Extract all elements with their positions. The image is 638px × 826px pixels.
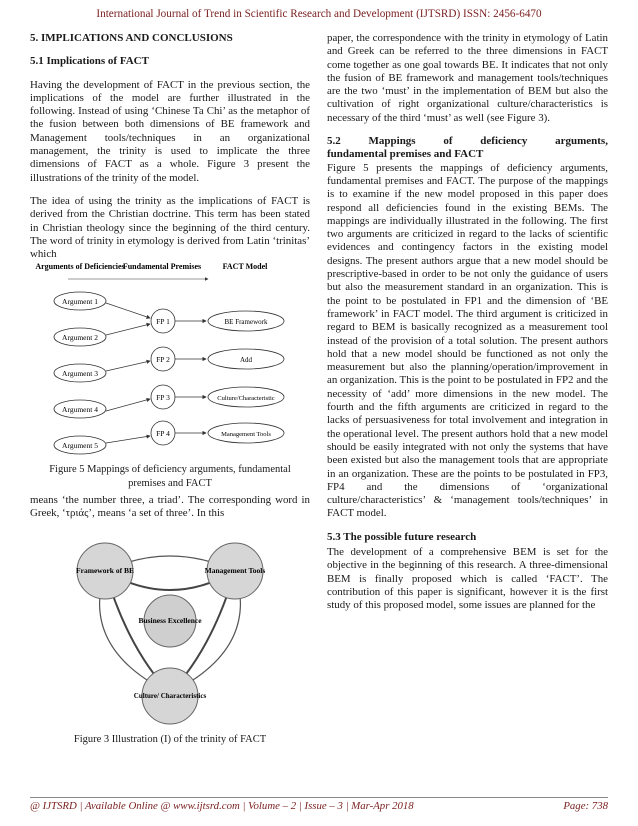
- paragraph-implications: Having the development of FACT in the previous section, the implications of the model are further illustrated in the following. Instead of using ‘Chinese Ta Chi’ as the metaphor of the fusion between both dimensions of BE framework and Management tools/techniques in an organizational management, the trinity is used to implicate the three dimensions of FACT as a whole. Figure 3 present the illustrations of the trinity of the model.: [30, 78, 310, 184]
- paragraph-future-research: The development of a comprehensive BEM is set for the objective in the beginning of this research. A three-dimensional BEM is finally proposed which is called ‘FACT’. The contribution of this paper is significant, however it is the first study of this proposed model, some issues are planned for the: [327, 545, 608, 612]
- fig5-premise-nodes: [151, 309, 175, 445]
- model-add-label: Add: [239, 356, 253, 365]
- left-column: [30, 32, 310, 750]
- model-culture-label: Culture/Characteristic: [217, 395, 275, 403]
- fig5-col-header-model: FACT Model: [222, 262, 268, 272]
- model-be-framework-label: BE Framework: [224, 318, 268, 327]
- argument-3-label: Argument 3: [62, 369, 98, 379]
- figure-5-diagram: [35, 261, 290, 461]
- footer-page-number: Page: 738: [563, 800, 608, 812]
- footer-divider: [30, 797, 608, 798]
- fp-2-label: FP 2: [156, 355, 170, 365]
- section-heading-5-2: [327, 135, 608, 148]
- section-heading-5: 5. IMPLICATIONS AND CONCLUSIONS: [30, 32, 233, 44]
- h52-part: deficiency: [480, 135, 528, 148]
- fp-3-label: FP 3: [156, 393, 170, 403]
- argument-5-label: Argument 5: [62, 441, 98, 451]
- fig5-model-nodes: [208, 311, 284, 443]
- h52-part: 5.2: [327, 135, 341, 148]
- section-heading-5-3: 5.3 The possible future research: [327, 530, 477, 543]
- model-management-tools-label: Management Tools: [221, 431, 271, 439]
- fig3-center-label: Business Excellence: [138, 615, 202, 625]
- right-column: [327, 32, 608, 622]
- paragraph-correspondence: paper, the correspondence with the trinity in etymology of Latin and Greek can be referred to the three dimensions in FACT come together as one goal towards BE. It indicates that not only the fusion of BE framework and management tools/techniques are the two ‘must’ in the implementation of BEM but also the cultivation of right organizational culture/characteristics is necessary of the third ‘must’ as well (see Figure 3).: [327, 32, 608, 124]
- h52-part: arguments,: [555, 135, 608, 148]
- fig3-culture-label: Culture/ Characteristics: [133, 691, 207, 700]
- fig5-col-header-premises: Fundamental Premises: [122, 262, 202, 272]
- h52-part: of: [443, 135, 453, 148]
- section-heading-5-2-cont: fundamental premises and FACT: [327, 148, 484, 161]
- section-heading-5-1: 5.1 Implications of FACT: [30, 55, 149, 68]
- argument-2-label: Argument 2: [62, 333, 98, 343]
- paragraph-trinity-origin: The idea of using the trinity as the implications of FACT is derived from the Christian doctrine. This term has been stated in Christian theology since the beginning of the third century. The word of trinity in etymology is derived from Latin ‘trinitas’ which: [30, 194, 310, 261]
- fp-1-label: FP 1: [156, 317, 170, 327]
- paragraph-greek: means ‘the number three, a triad’. The corresponding word in Greek, ‘τριάς’, means ‘a set of three’. In this: [30, 494, 310, 520]
- page-footer: [30, 800, 608, 812]
- figure-3-trinity-diagram: [60, 531, 280, 731]
- fig3-framework-label: Framework of BE: [76, 565, 134, 575]
- figure-3-caption: Figure 3 Illustration (I) of the trinity of FACT: [73, 733, 267, 745]
- figure-5-caption: Figure 5 Mappings of deficiency arguments, fundamental premises and FACT: [49, 464, 291, 489]
- fig5-argument-nodes: [54, 292, 106, 454]
- fig3-management-label: Management Tools: [204, 565, 266, 575]
- argument-4-label: Argument 4: [62, 405, 98, 415]
- fig5-col-header-arguments: Arguments of Deficiencies: [35, 262, 125, 272]
- footer-journal-info: @ IJTSRD | Available Online @ www.ijtsrd.com | Volume – 2 | Issue – 3 | Mar-Apr 2018: [30, 800, 414, 812]
- journal-header: International Journal of Trend in Scientific Research and Development (IJTSRD) ISSN: 2456-6470: [96, 8, 542, 20]
- fp-4-label: FP 4: [156, 429, 170, 439]
- h52-part: Mappings: [368, 135, 416, 148]
- paragraph-mappings: Figure 5 presents the mappings of deficiency arguments, fundamental premises and FACT. The purpose of the mappings is to examine if the new model proposed in this paper does respond all deficiencies found in the existing BEMs. The mappings are individually illustrated in the following. The first two arguments are criticized in regard to the lacks of scientific evidences and contingency factors in the existing model designs. The present authors argue that a new model should be prescriptive-based in order to be not only the guidance of users but also the measurement standard in an organization. This is the point to be postulated in FP1 and the dimension of ‘BE framework’ in FACT model. The third argument is criticized in regard to BEM is basically recognized as a measurement tool instead of the provision of a total solution. The present authors hold that a new model should be functioned as not only the measurement but also the planning/operation/improvement in an organization. This is the point to be postulated in FP2 and the necessity of ‘add’ more dimensions in the new model. The fourth and the fifth arguments are criticized in regard to the lacks of persuasiveness for total involvement and integration in the operational level. The present authors hold that a new model should be easily integrated with not only the systems that have been existed but also the management tools that are appropriate in an organization. These are the points to be postulated in FP3, FP4 and the dimensions of ‘organizational culture/characteristics’ & ‘management tools/techniques’ in FACT model.: [327, 161, 608, 520]
- argument-1-label: Argument 1: [62, 297, 98, 307]
